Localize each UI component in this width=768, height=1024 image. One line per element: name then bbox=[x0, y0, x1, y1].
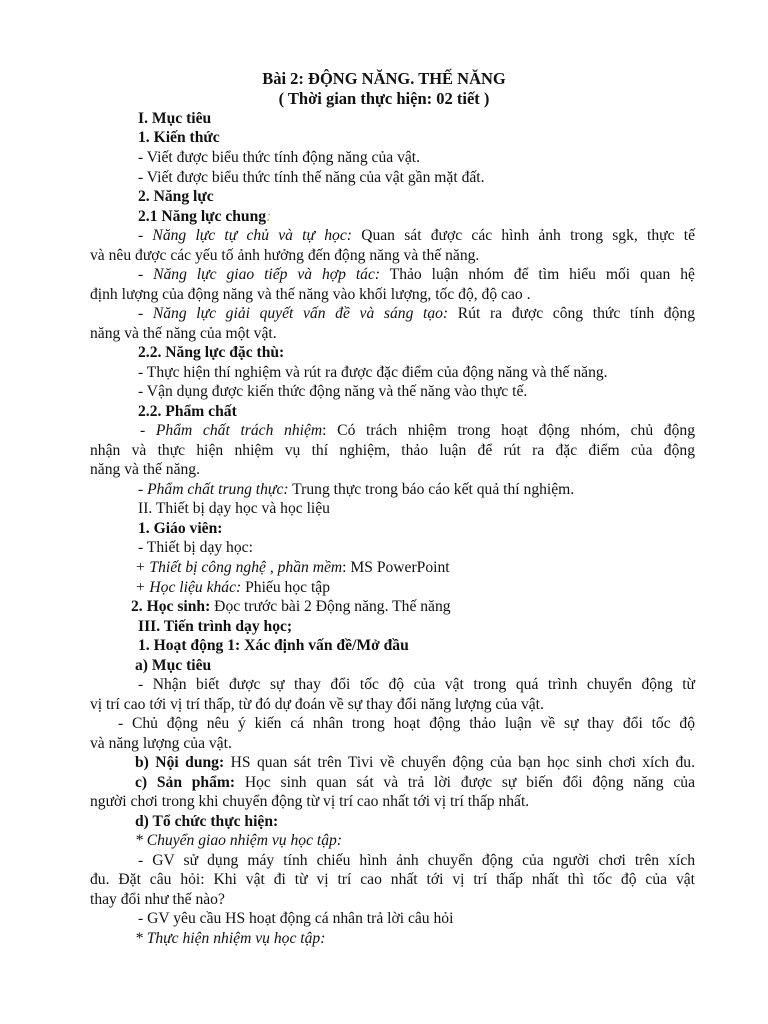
competence-communication: - Năng lực giao tiếp và hợp tác: Thảo luận nhóm để tìm hiểu mối quan hệ bbox=[138, 266, 695, 283]
specific-competence-item: - Vận dụng được kiến thức động năng và thế năng vào thực tế. bbox=[138, 383, 528, 400]
activity1-task-1-cont: đu. Đặt câu hỏi: Khi vật đi từ vị trí cao nhất tới vị trí thấp nhất thì tốc độ của vật bbox=[90, 871, 695, 888]
activity1-objective-2: - Chủ động nêu ý kiến cá nhân trong hoạt động thảo luận về sự thay đổi tốc độ bbox=[118, 715, 695, 732]
activity1-task-assignment: * Chuyển giao nhiệm vụ học tập: bbox=[135, 832, 343, 849]
general-competence-heading: 2.1 Năng lực chung: bbox=[138, 208, 272, 225]
activity1-task-execution: * Thực hiện nhiệm vụ học tập: bbox=[135, 930, 326, 947]
competence-self-study-cont: và nêu được các yếu tố ảnh hưởng đến động năng và thế năng. bbox=[90, 247, 480, 264]
quality-honesty: - Phẩm chất trung thực: Trung thực trong báo cáo kết quả thí nghiệm. bbox=[138, 481, 575, 498]
competence-problem-solving-cont: năng và thế năng của một vật. bbox=[90, 325, 277, 342]
section-objectives-heading: I. Mục tiêu bbox=[138, 110, 212, 127]
lesson-title: Bài 2: ĐỘNG NĂNG. THẾ NĂNG bbox=[262, 69, 506, 88]
specific-competence-item: - Thực hiện thí nghiệm và rút ra được đặc điểm của động năng và thế năng. bbox=[138, 364, 608, 381]
activity1-product-cont: người chơi trong khi chuyển động từ vị trí cao nhất tới vị trí thấp nhất. bbox=[90, 793, 530, 810]
teacher-item: - Thiết bị dạy học: bbox=[138, 539, 253, 556]
activity1-task-1: - GV sử dụng máy tính chiếu hình ảnh chuyển động của người chơi trên xích bbox=[138, 852, 695, 869]
quality-responsibility-cont: nhận và thực hiện nhiệm vụ thí nghiệm, thảo luận để rút ra đặc điểm của động bbox=[90, 442, 695, 459]
specific-competence-heading: 2.2. Năng lực đặc thù: bbox=[138, 344, 285, 361]
quality-responsibility-cont: năng và thế năng. bbox=[90, 461, 200, 478]
activity1-task-1-cont: thay đổi như thế nào? bbox=[90, 891, 225, 908]
section-equipment-heading: II. Thiết bị dạy học và học liệu bbox=[138, 500, 330, 517]
activity1-product: c) Sản phẩm: Học sinh quan sát và trả lời được sự biến đổi động năng của bbox=[135, 774, 695, 791]
qualities-heading: 2.2. Phẩm chất bbox=[138, 403, 237, 420]
activity1-objective-1-cont: vị trí cao tới vị trí thấp, từ đó dự đoán về sự thay đổi năng lượng của vật. bbox=[90, 696, 544, 713]
competence-heading: 2. Năng lực bbox=[138, 188, 214, 205]
competence-self-study: - Năng lực tự chủ và tự học: Quan sát được các hình ảnh trong sgk, thực tế bbox=[138, 227, 696, 244]
knowledge-item: - Viết được biểu thức tính thế năng của vật gần mặt đất. bbox=[138, 169, 485, 186]
quality-responsibility: - Phẩm chất trách nhiệm: Có trách nhiệm trong hoạt động nhóm, chủ động bbox=[140, 422, 695, 439]
teacher-materials: + Học liệu khác: Phiếu học tập bbox=[135, 579, 330, 596]
teacher-tech: + Thiết bị công nghệ , phần mềm: MS PowerPoint bbox=[135, 559, 450, 576]
activity1-heading: 1. Hoạt động 1: Xác định vấn đề/Mở đầu bbox=[138, 637, 409, 654]
knowledge-item: - Viết được biểu thức tính động năng của vật. bbox=[138, 149, 421, 166]
competence-problem-solving: - Năng lực giải quyết vấn đề và sáng tạo: Rút ra được công thức tính động bbox=[138, 305, 695, 322]
activity1-objective-heading: a) Mục tiêu bbox=[135, 657, 212, 674]
section-process-heading: III. Tiến trình dạy học; bbox=[138, 618, 293, 635]
competence-communication-cont: định lượng của động năng và thế năng vào khối lượng, tốc độ, độ cao . bbox=[90, 286, 531, 303]
student-preparation: 2. Học sinh: Đọc trước bài 2 Động năng. Thế năng bbox=[131, 598, 451, 615]
knowledge-heading: 1. Kiến thức bbox=[138, 129, 220, 146]
activity1-organization-heading: d) Tổ chức thực hiện: bbox=[135, 813, 279, 830]
activity1-objective-1: - Nhận biết được sự thay đổi tốc độ của vật trong quá trình chuyển động từ bbox=[138, 676, 695, 693]
activity1-content: b) Nội dung: HS quan sát trên Tivi về chuyển động của bạn học sinh chơi xích đu. bbox=[135, 754, 695, 771]
activity1-task-2: - GV yêu cầu HS hoạt động cá nhân trả lời câu hỏi bbox=[138, 910, 454, 927]
activity1-objective-2-cont: và năng lượng của vật. bbox=[90, 735, 232, 752]
teacher-heading: 1. Giáo viên: bbox=[138, 520, 223, 537]
lesson-duration: ( Thời gian thực hiện: 02 tiết ) bbox=[278, 89, 490, 108]
